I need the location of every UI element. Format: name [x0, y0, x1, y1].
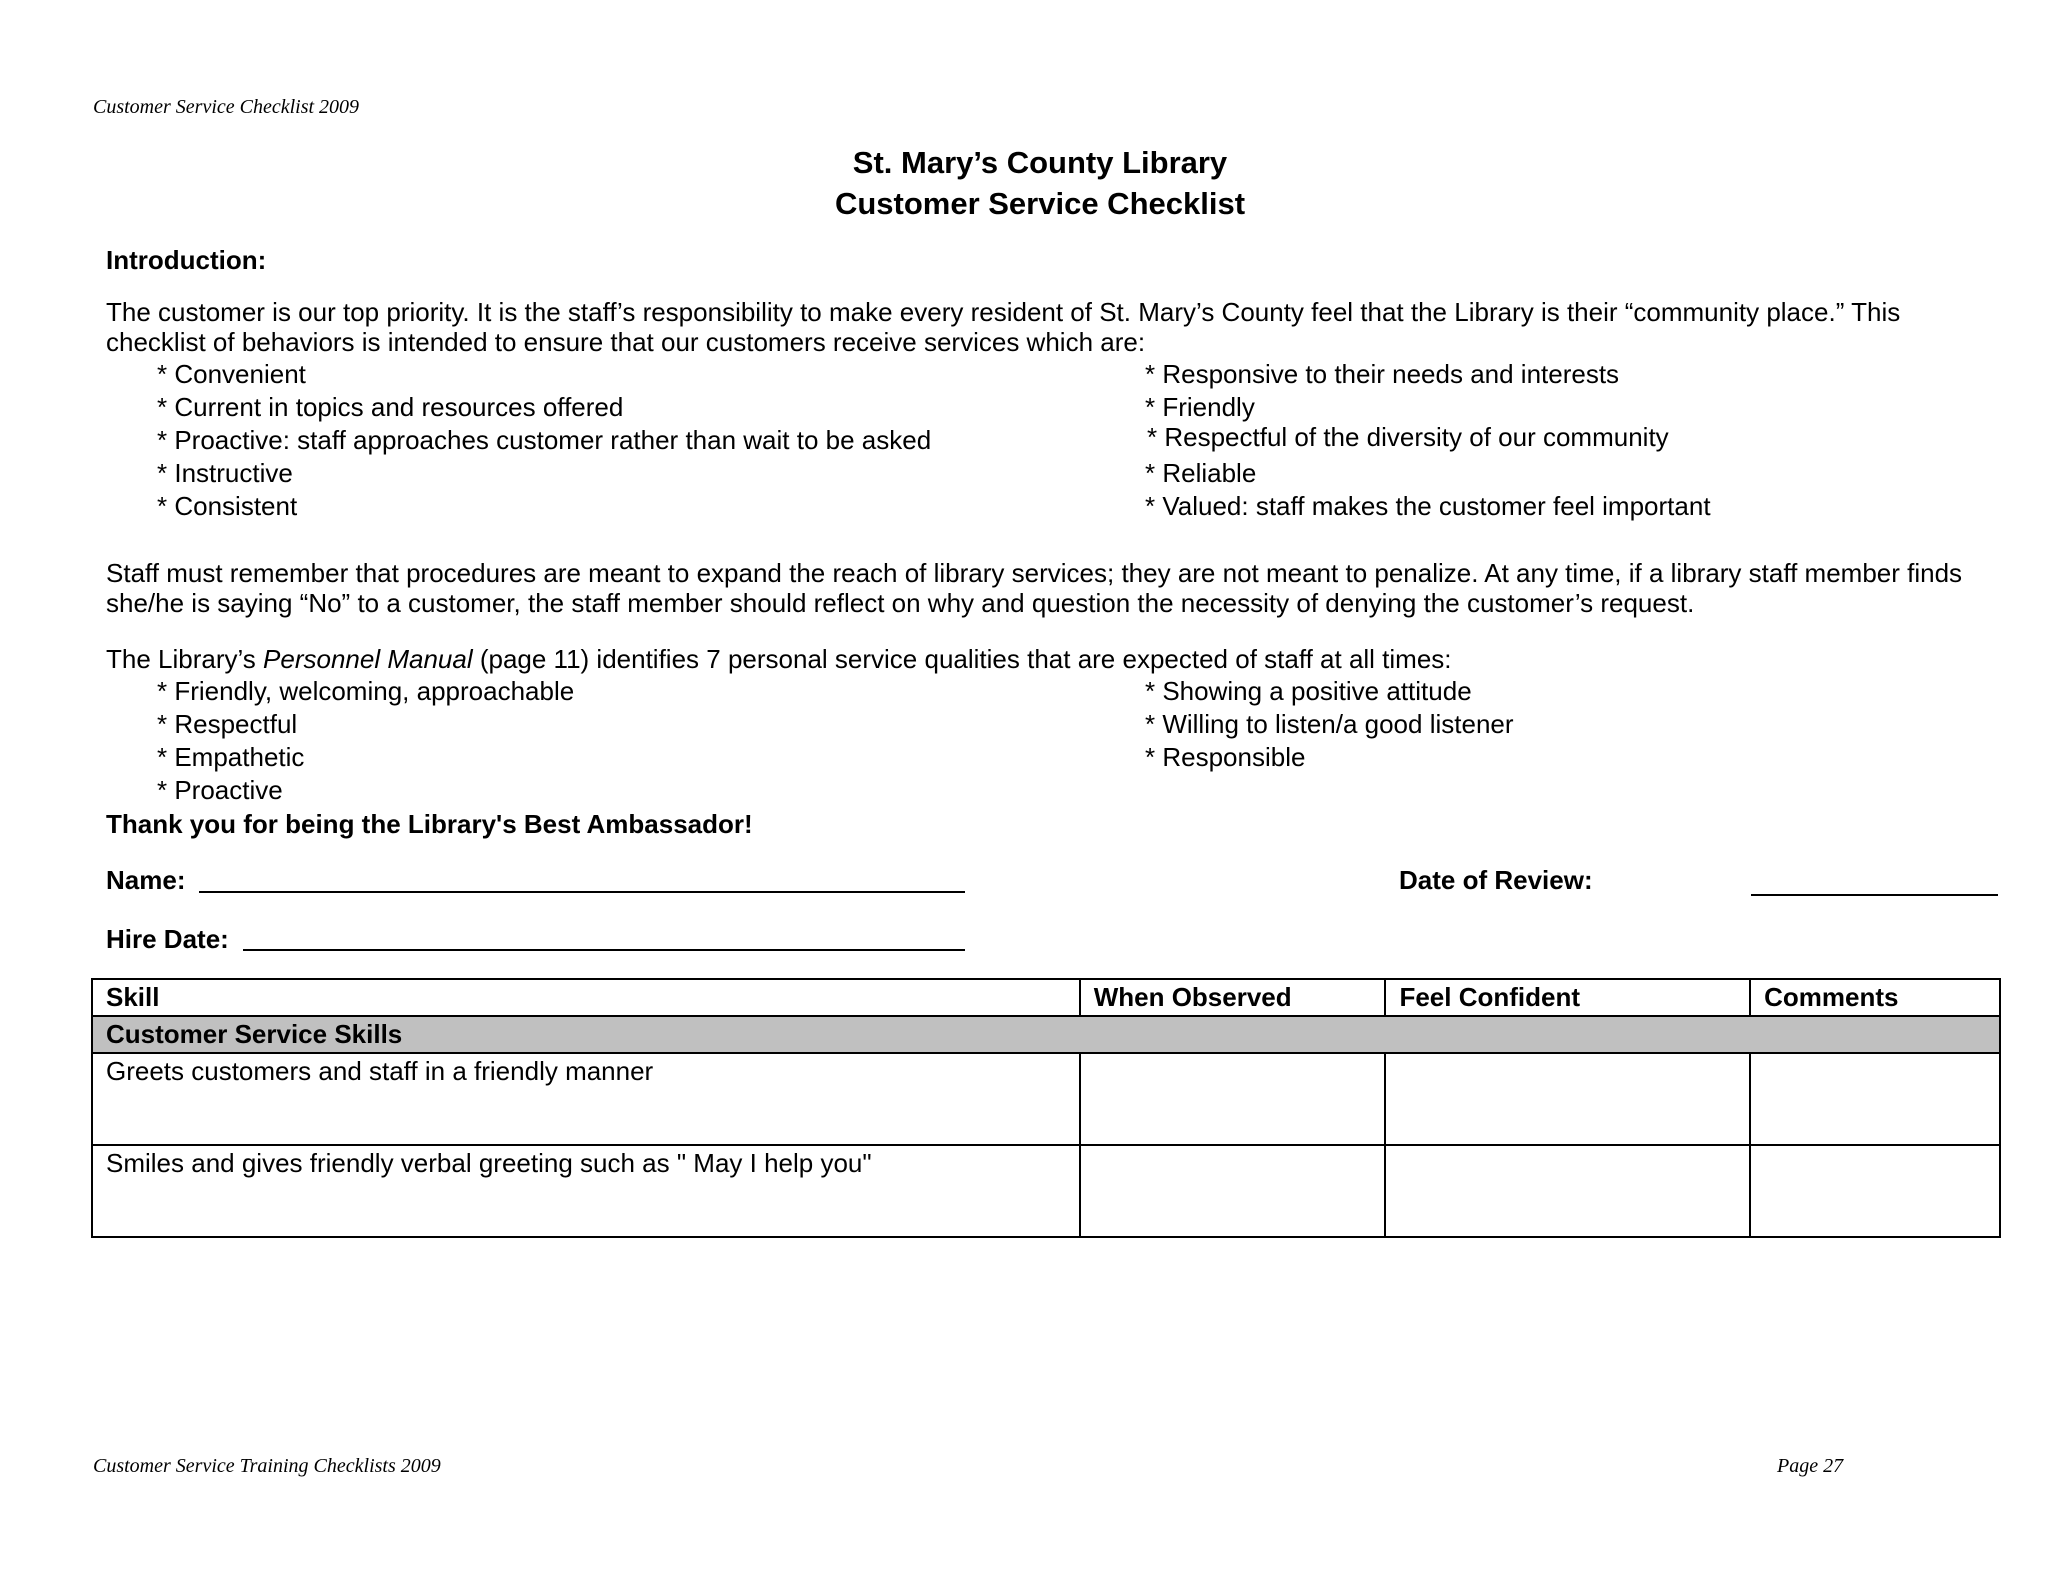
thanks-line: Thank you for being the Library's Best Ambassador!	[106, 809, 753, 839]
intro-item-consistent: * Consistent	[157, 491, 298, 521]
skill-smiles: Smiles and gives friendly verbal greeting such as " May I help you"	[92, 1145, 1080, 1237]
intro-item-valued: * Valued: staff makes the customer feel important	[1145, 491, 1711, 521]
intro-item-current: * Current in topics and resources offered	[157, 392, 624, 422]
intro-item-reliable: * Reliable	[1145, 458, 1257, 488]
personnel-manual-title: Personnel Manual	[263, 644, 473, 674]
comments-cell[interactable]	[1750, 1053, 2000, 1145]
date-of-review-label: Date of Review:	[1399, 865, 1593, 895]
running-header: Customer Service Checklist 2009	[93, 96, 360, 118]
quality-item-positive: * Showing a positive attitude	[1145, 676, 1472, 706]
qualities-intro: The Library’s Personnel Manual (page 11) identifies 7 personal service qualities that are expected of staff at all times:	[106, 644, 1452, 674]
intro-heading: Introduction:	[106, 245, 267, 275]
quality-item-proactive: * Proactive	[157, 775, 283, 805]
header-comments: Comments	[1750, 979, 2000, 1016]
section-row	[92, 1016, 2000, 1053]
page-number: Page 27	[1777, 1455, 1844, 1477]
name-label: Name:	[106, 865, 186, 895]
header-when-observed: When Observed	[1080, 979, 1386, 1016]
procedures-paragraph: Staff must remember that procedures are meant to expand the reach of library services; they are not meant to penalize. At any time, if a library staff member finds she/he is saying “No” to a customer, the staff member should reflect on why and question the necessity of denying the customer’s request.	[106, 558, 1963, 618]
intro-item-proactive: * Proactive: staff approaches customer rather than wait to be asked	[157, 425, 932, 455]
feel-confident-cell[interactable]	[1385, 1053, 1750, 1145]
table-row	[92, 1053, 2000, 1145]
quality-item-responsible: * Responsible	[1145, 742, 1306, 772]
page-title: St. Mary’s County Library	[852, 145, 1228, 180]
intro-item-respectful: * Respectful of the diversity of our community	[1147, 422, 1669, 452]
skill-greets: Greets customers and staff in a friendly manner	[92, 1053, 1080, 1145]
date-of-review-field[interactable]	[1751, 894, 1998, 896]
when-observed-cell[interactable]	[1080, 1145, 1386, 1237]
table-row	[92, 1145, 2000, 1237]
intro-item-instructive: * Instructive	[157, 458, 293, 488]
name-field[interactable]	[199, 891, 965, 893]
footer-title: Customer Service Training Checklists 2009	[93, 1455, 441, 1477]
feel-confident-cell[interactable]	[1385, 1145, 1750, 1237]
hire-date-label: Hire Date:	[106, 924, 229, 954]
hire-date-field[interactable]	[243, 949, 965, 951]
header-feel-confident: Feel Confident	[1385, 979, 1750, 1016]
intro-item-responsive: * Responsive to their needs and interests	[1145, 359, 1620, 389]
quality-item-respectful: * Respectful	[157, 709, 298, 739]
intro-paragraph: The customer is our top priority. It is the staff’s responsibility to make every resident of St. Mary’s County feel that the Library is their “community place.” This checklist of behaviors is intended to ensure that our customers receive services which are:	[106, 297, 1901, 357]
table-header-row	[92, 979, 2000, 1016]
section-customer-service-skills: Customer Service Skills	[92, 1016, 2000, 1053]
quality-item-friendly: * Friendly, welcoming, approachable	[157, 676, 575, 706]
skills-table	[91, 978, 2001, 1238]
quality-item-empathetic: * Empathetic	[157, 742, 305, 772]
header-skill: Skill	[92, 979, 1080, 1016]
quality-item-listener: * Willing to listen/a good listener	[1145, 709, 1514, 739]
intro-item-friendly: * Friendly	[1145, 392, 1255, 422]
when-observed-cell[interactable]	[1080, 1053, 1386, 1145]
page-subtitle: Customer Service Checklist	[834, 186, 1246, 221]
comments-cell[interactable]	[1750, 1145, 2000, 1237]
intro-item-convenient: * Convenient	[157, 359, 306, 389]
